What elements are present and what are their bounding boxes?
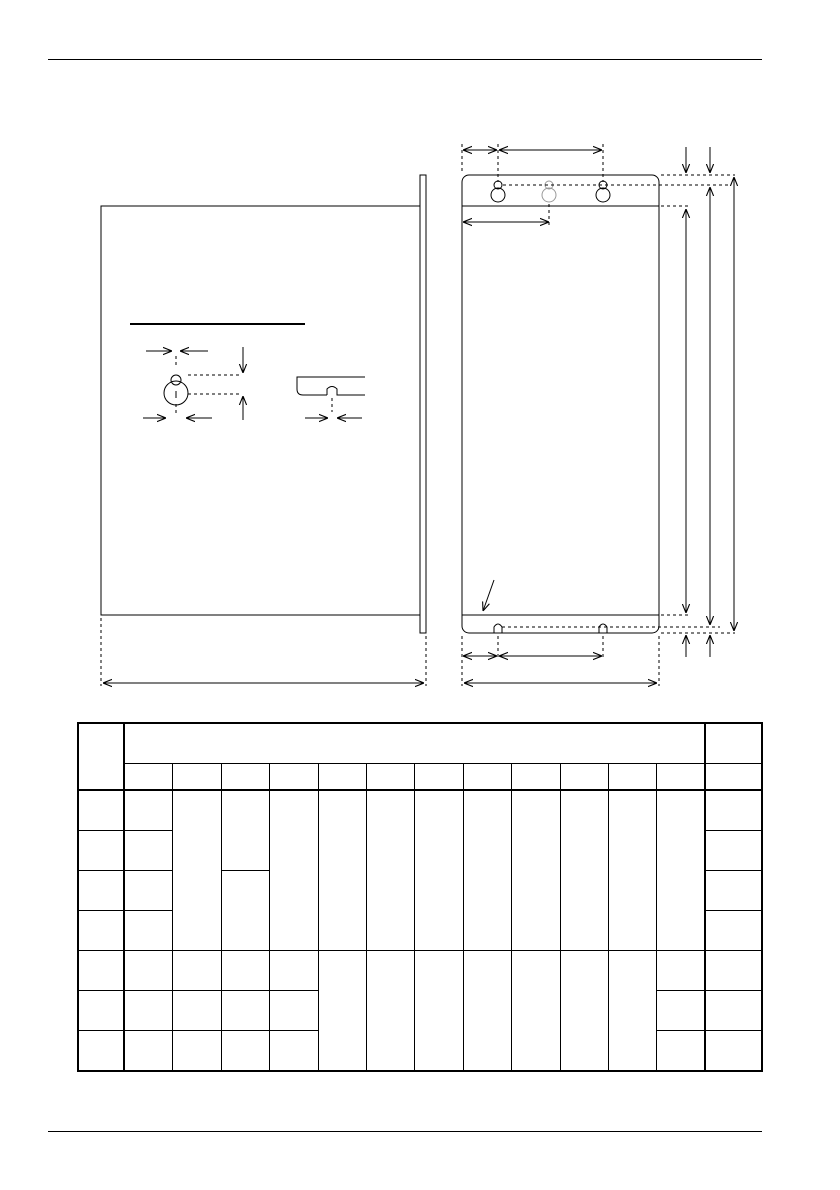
- table-cell: [705, 870, 762, 910]
- table-cell: [705, 911, 762, 951]
- table-cell: [78, 790, 124, 830]
- table-cell: [124, 991, 172, 1031]
- table-cell: [705, 951, 762, 991]
- table-cell: [705, 790, 762, 830]
- bottom-slot-right: [599, 624, 607, 633]
- side-view-mounting-plate: [420, 175, 426, 633]
- table-cell: [560, 763, 608, 790]
- table-cell: [124, 870, 172, 910]
- table-cell: [270, 1031, 319, 1071]
- table-cell: [511, 790, 560, 950]
- table-cell: [463, 951, 511, 1071]
- dimension-table: [77, 722, 763, 1072]
- table-cell: [221, 763, 269, 790]
- table-cell: [124, 790, 172, 830]
- table-cell: [657, 790, 705, 950]
- table-cell: [657, 1031, 705, 1071]
- table-cell: [319, 790, 367, 950]
- table-cell: [367, 763, 415, 790]
- table-cell: [172, 763, 221, 790]
- table-cell: [221, 991, 269, 1031]
- table-cell: [657, 951, 705, 991]
- table-cell: [463, 790, 511, 950]
- weight-header-cell: [705, 723, 762, 763]
- table-cell: [221, 951, 269, 991]
- model-header-cell: [78, 723, 124, 790]
- side-view-body: [101, 206, 420, 615]
- table-cell: [78, 830, 124, 870]
- table-cell: [78, 1031, 124, 1071]
- table-cell: [270, 763, 319, 790]
- table-cell: [124, 951, 172, 991]
- table-cell: [270, 951, 319, 991]
- table-cell: [415, 951, 463, 1071]
- table-cell: [124, 911, 172, 951]
- top-keyhole-right: [596, 181, 610, 202]
- table-cell: [221, 790, 269, 870]
- keyhole-detail: [143, 347, 243, 420]
- table-cell: [172, 790, 221, 950]
- table-cell: [124, 1031, 172, 1071]
- table-cell: [367, 790, 415, 950]
- table-cell: [78, 991, 124, 1031]
- table-cell: [657, 991, 705, 1031]
- table-cell: [705, 763, 762, 790]
- table-cell: [124, 763, 172, 790]
- table-cell: [560, 790, 608, 950]
- top-keyhole-center: [542, 181, 556, 202]
- table-cell: [463, 763, 511, 790]
- table-cell: [172, 1031, 221, 1071]
- table-cell: [560, 951, 608, 1071]
- table-cell: [608, 951, 656, 1071]
- table-cell: [78, 951, 124, 991]
- table-cell: [319, 763, 367, 790]
- table-cell: [172, 951, 221, 991]
- table-cell: [319, 951, 367, 1071]
- table-cell: [270, 790, 319, 950]
- table-cell: [367, 951, 415, 1071]
- table-cell: [415, 763, 463, 790]
- table-row: [78, 951, 762, 991]
- table-cell: [657, 763, 705, 790]
- table-cell: [705, 830, 762, 870]
- table-cell: [705, 1031, 762, 1071]
- table-header-row: [78, 723, 762, 763]
- leader-arrow: [483, 580, 494, 611]
- top-keyhole-left: [491, 181, 505, 202]
- table-cell: [608, 763, 656, 790]
- table-cell: [221, 870, 269, 950]
- dimensions-header-cell: [124, 723, 705, 763]
- table-cell: [172, 991, 221, 1031]
- table-cell: [221, 1031, 269, 1071]
- table-cell: [415, 790, 463, 950]
- bottom-slot-left: [494, 624, 502, 633]
- table-cell: [511, 763, 560, 790]
- slot-detail: [297, 377, 365, 418]
- table-cell: [78, 870, 124, 910]
- table-subheader-row: [78, 763, 762, 790]
- front-view: [462, 144, 735, 686]
- table-cell: [705, 991, 762, 1031]
- table-cell: [270, 991, 319, 1031]
- side-view: [101, 175, 426, 686]
- table-row: [78, 790, 762, 830]
- table-cell: [78, 911, 124, 951]
- front-view-plate: [462, 175, 659, 633]
- table-cell: [608, 790, 656, 950]
- table-cell: [124, 830, 172, 870]
- table-cell: [511, 951, 560, 1071]
